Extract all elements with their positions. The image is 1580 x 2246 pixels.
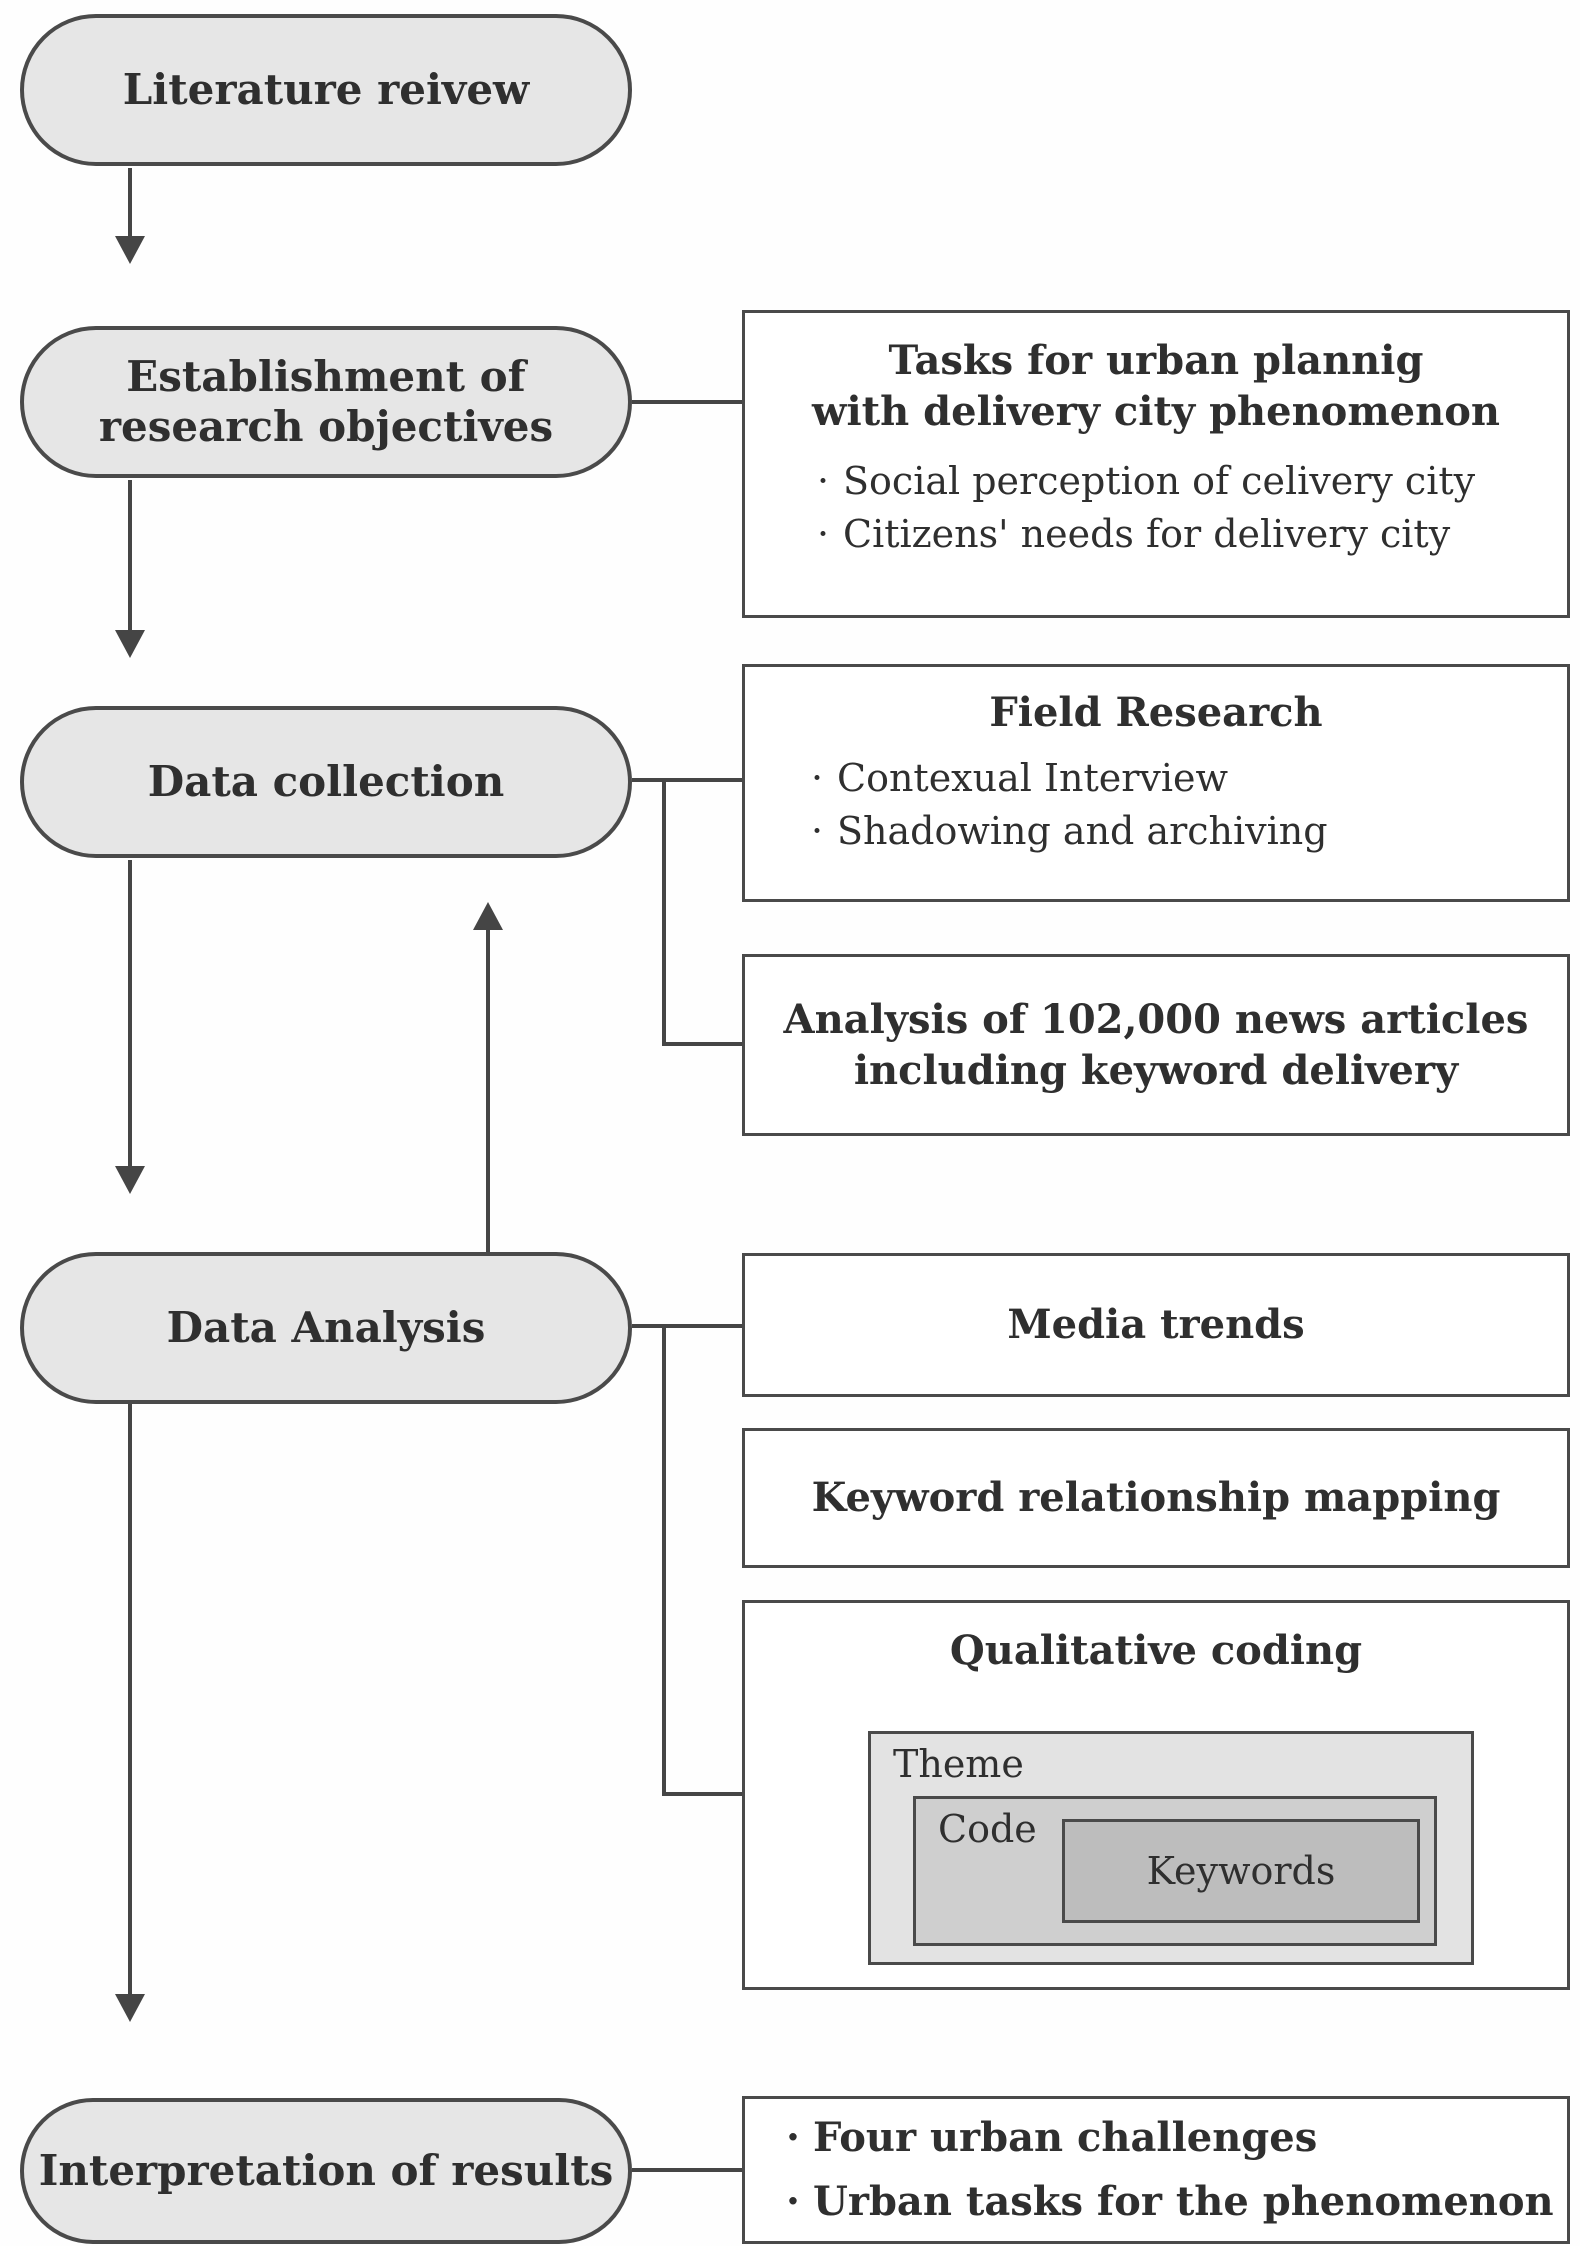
pill-data-analysis: [20, 1252, 632, 1404]
arrow-up-head-icon: [473, 902, 503, 930]
arrow-down-head-icon: [115, 236, 145, 264]
connector-analysis-media: [632, 1324, 742, 1328]
arrow-down-head-icon: [115, 1166, 145, 1194]
connector-interpretation-results: [632, 2168, 742, 2172]
pill-research-objectives: [20, 326, 632, 478]
arrow-down-head-icon: [115, 1994, 145, 2022]
arrow-shaft: [128, 1404, 132, 1996]
box-field-research: [742, 664, 1570, 902]
bullet-dot: ·: [786, 2178, 800, 2225]
box-tasks-bullet-1-text: Social perception of celivery city: [843, 459, 1476, 504]
arrow-shaft: [128, 480, 132, 632]
box-tasks-bullet-1: [803, 455, 1567, 507]
bullet-dot: ·: [816, 511, 830, 556]
box-field-bullet-2-text: Shadowing and archiving: [837, 808, 1328, 853]
box-tasks-title-line1: Tasks for urban plannig: [888, 337, 1424, 384]
box-media-trends: [742, 1253, 1570, 1397]
box-qualitative-coding: [742, 1600, 1570, 1990]
pill-interpretation: [20, 2098, 632, 2244]
bullet-dot: ·: [810, 756, 824, 801]
pill-data-collection-label: Data collection: [147, 757, 505, 807]
box-results-bullet-1: [773, 2106, 1554, 2170]
connector-collection-field: [632, 778, 742, 782]
box-keyword-mapping-title: Keyword relationship mapping: [811, 1474, 1501, 1522]
connector-analysis-branch: [662, 1324, 666, 1796]
box-results-bullet-1-text: Four urban challenges: [813, 2114, 1318, 2161]
arrow-shaft: [128, 860, 132, 1168]
box-results: [742, 2096, 1570, 2244]
box-field-bullet-2: [797, 805, 1567, 857]
box-field-research-title: Field Research: [989, 689, 1323, 736]
theme-label: Theme: [893, 1742, 1024, 1786]
box-tasks-title-line2: with delivery city phenomenon: [812, 388, 1500, 436]
pill-research-objectives-line2: research objectives: [98, 402, 554, 451]
box-results-bullet-2: [773, 2170, 1554, 2234]
pill-interpretation-label: Interpretation of results: [38, 2146, 614, 2196]
theme-box: [868, 1731, 1474, 1965]
box-tasks-bullet-2-text: Citizens' needs for delivery city: [843, 511, 1451, 556]
box-keyword-mapping: [742, 1428, 1570, 1568]
pill-literature-review-label: Literature reivew: [122, 65, 530, 115]
box-news-analysis: [742, 954, 1570, 1136]
arrow-shaft: [486, 928, 490, 1252]
bullet-dot: ·: [810, 808, 824, 853]
pill-data-collection: [20, 706, 632, 858]
code-box: [913, 1796, 1437, 1946]
box-results-bullet-2-text: Urban tasks for the phenomenon: [813, 2178, 1554, 2225]
keywords-box: [1062, 1819, 1420, 1923]
box-tasks: [742, 310, 1570, 618]
arrow-down-head-icon: [115, 630, 145, 658]
box-field-bullet-1: [797, 752, 1567, 804]
connector-objectives-tasks: [632, 400, 742, 404]
pill-data-analysis-label: Data Analysis: [166, 1303, 486, 1353]
bullet-dot: ·: [816, 459, 830, 504]
box-tasks-bullet-2: [803, 508, 1567, 560]
code-label: Code: [938, 1807, 1037, 1851]
box-field-bullet-1-text: Contexual Interview: [837, 756, 1229, 801]
keywords-label: Keywords: [1146, 1849, 1336, 1893]
connector-collection-branch: [662, 778, 666, 1046]
connector-analysis-coding: [662, 1792, 742, 1796]
box-media-trends-title: Media trends: [1007, 1301, 1305, 1349]
pill-research-objectives-line1: Establishment of: [126, 352, 526, 402]
box-news-analysis-line1: Analysis of 102,000 news articles: [783, 995, 1529, 1043]
connector-collection-news: [662, 1042, 742, 1046]
bullet-dot: ·: [786, 2114, 800, 2161]
box-news-analysis-line2: including keyword delivery: [853, 1047, 1459, 1094]
arrow-shaft: [128, 168, 132, 238]
pill-literature-review: [20, 14, 632, 166]
box-qualitative-coding-title: Qualitative coding: [949, 1627, 1363, 1674]
